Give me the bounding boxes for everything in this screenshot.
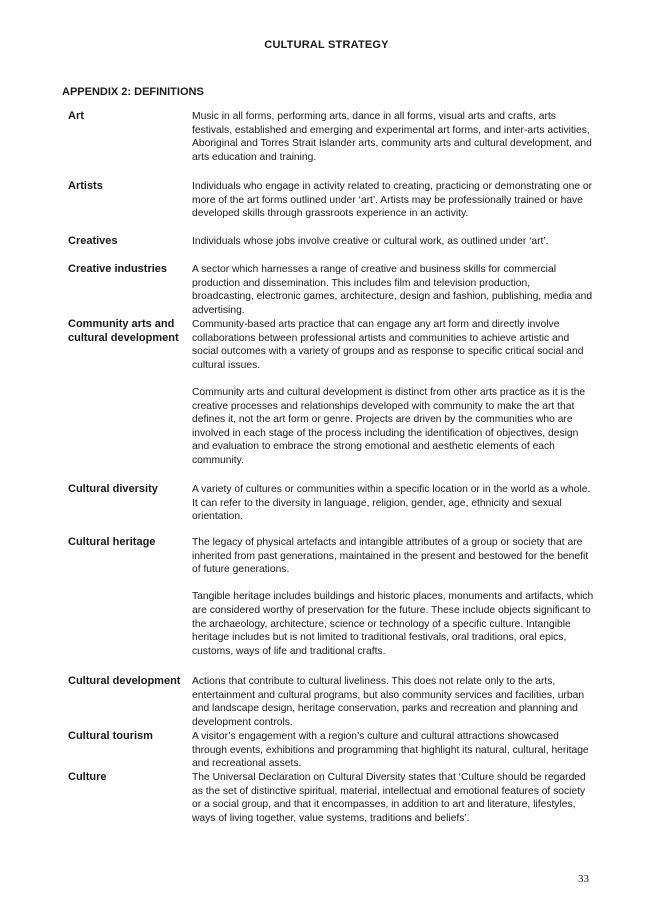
definition-text (192, 235, 594, 249)
page-header: CULTURAL STRATEGY (264, 39, 389, 51)
term-label: Art (68, 110, 84, 122)
definition-paragraph: Tangible heritage includes buildings and historic places, monuments and artifacts, which are considered worthy of preservation for the future. These include objects significant to the archaeology, architecture, science or technology of a specific culture. Intangible heritage includes but is not limited to traditional festivals, oral traditions, oral epics, customs, ways of life and traditional crafts. (192, 591, 594, 657)
definition-paragraph: A visitor’s engagement with a region’s culture and cultural attractions showcased through events, exhibitions and programming that highlight its natural, cultural, heritage and recreational assets. (192, 731, 589, 770)
definition-text (192, 180, 594, 221)
definition-paragraph: A variety of cultures or communities within a specific location or in the world as a whole. It can refer to the diversity in language, religion, gender, age, ethnicity and sexual orientation. (192, 484, 591, 523)
definition-paragraph: Community arts and cultural development is distinct from other arts practice as it is the creative processes and relationships developed with community to make the art that defines it, not the art form or genre. Projects are driven by the communities who are involved in each stage of the process including the identification of objectives, design and evaluation to embrace the strong emotional and aesthetic elements of each community. (192, 386, 586, 466)
term-label: Creatives (68, 235, 118, 247)
definition-text (192, 318, 594, 468)
definition-text (192, 263, 594, 317)
term-label: Community arts and cultural development (68, 318, 179, 344)
page-number: 33 (578, 873, 589, 885)
definition-paragraph: Music in all forms, performing arts, dance in all forms, visual arts and crafts, arts festivals, established and emerging and experimental art forms, and inter-arts activities, Aboriginal and Torres Strait Islander arts, community arts and cultural development, and arts education and training. (192, 111, 592, 163)
definition-text (192, 771, 594, 825)
term-label: Creative industries (68, 263, 168, 275)
definition-paragraph: Community-based arts practice that can engage any art form and directly involve collaborations between professional artists and communities to achieve artistic and social outcomes with a variety of groups and as response to specific critical social and cultural issues. (192, 319, 584, 371)
definition-text (192, 110, 594, 164)
term-label: Cultural tourism (68, 730, 153, 742)
definition-text (192, 483, 594, 524)
definition-paragraph: A sector which harnesses a range of creative and business skills for commercial production and dissemination. This includes film and television production, broadcasting, electronic games, architecture, design and fashion, publishing, media and advertising. (192, 264, 593, 316)
definition-paragraph: Individuals whose jobs involve creative or cultural work, as outlined under ‘art’. (192, 236, 549, 247)
definition-text (192, 536, 594, 658)
definition-text (192, 730, 594, 771)
section-title: APPENDIX 2: DEFINITIONS (62, 86, 204, 98)
definition-paragraph: The Universal Declaration on Cultural Diversity states that ‘Culture should be regarded as the set of distinctive spiritual, material, intellectual and emotional features of society or a social group, and that it encompasses, in addition to art and literature, lifestyles, ways of living together, value systems, traditions and beliefs’. (192, 772, 586, 824)
term-label: Artists (68, 180, 103, 192)
term-label: Cultural development (68, 675, 181, 687)
definition-paragraph: The legacy of physical artefacts and intangible attributes of a group or society that are inherited from past generations, maintained in the present and bestowed for the benefit of future generations. (192, 537, 589, 576)
term-label: Cultural heritage (68, 536, 156, 548)
definition-text (192, 675, 594, 729)
term-label: Culture (68, 771, 107, 783)
definition-paragraph: Actions that contribute to cultural liveliness. This does not relate only to the arts, entertainment and cultural programs, but also community services and facilities, urban and landscape design, heritage conservation, parks and recreation and planning and development controls. (192, 676, 585, 728)
term-label: Cultural diversity (68, 483, 158, 495)
definition-paragraph: Individuals who engage in activity related to creating, practicing or demonstrating one or more of the art forms outlined under ‘art’. Artists may be professionally trained or have developed skills through grassroots experience in an activity. (192, 181, 593, 220)
